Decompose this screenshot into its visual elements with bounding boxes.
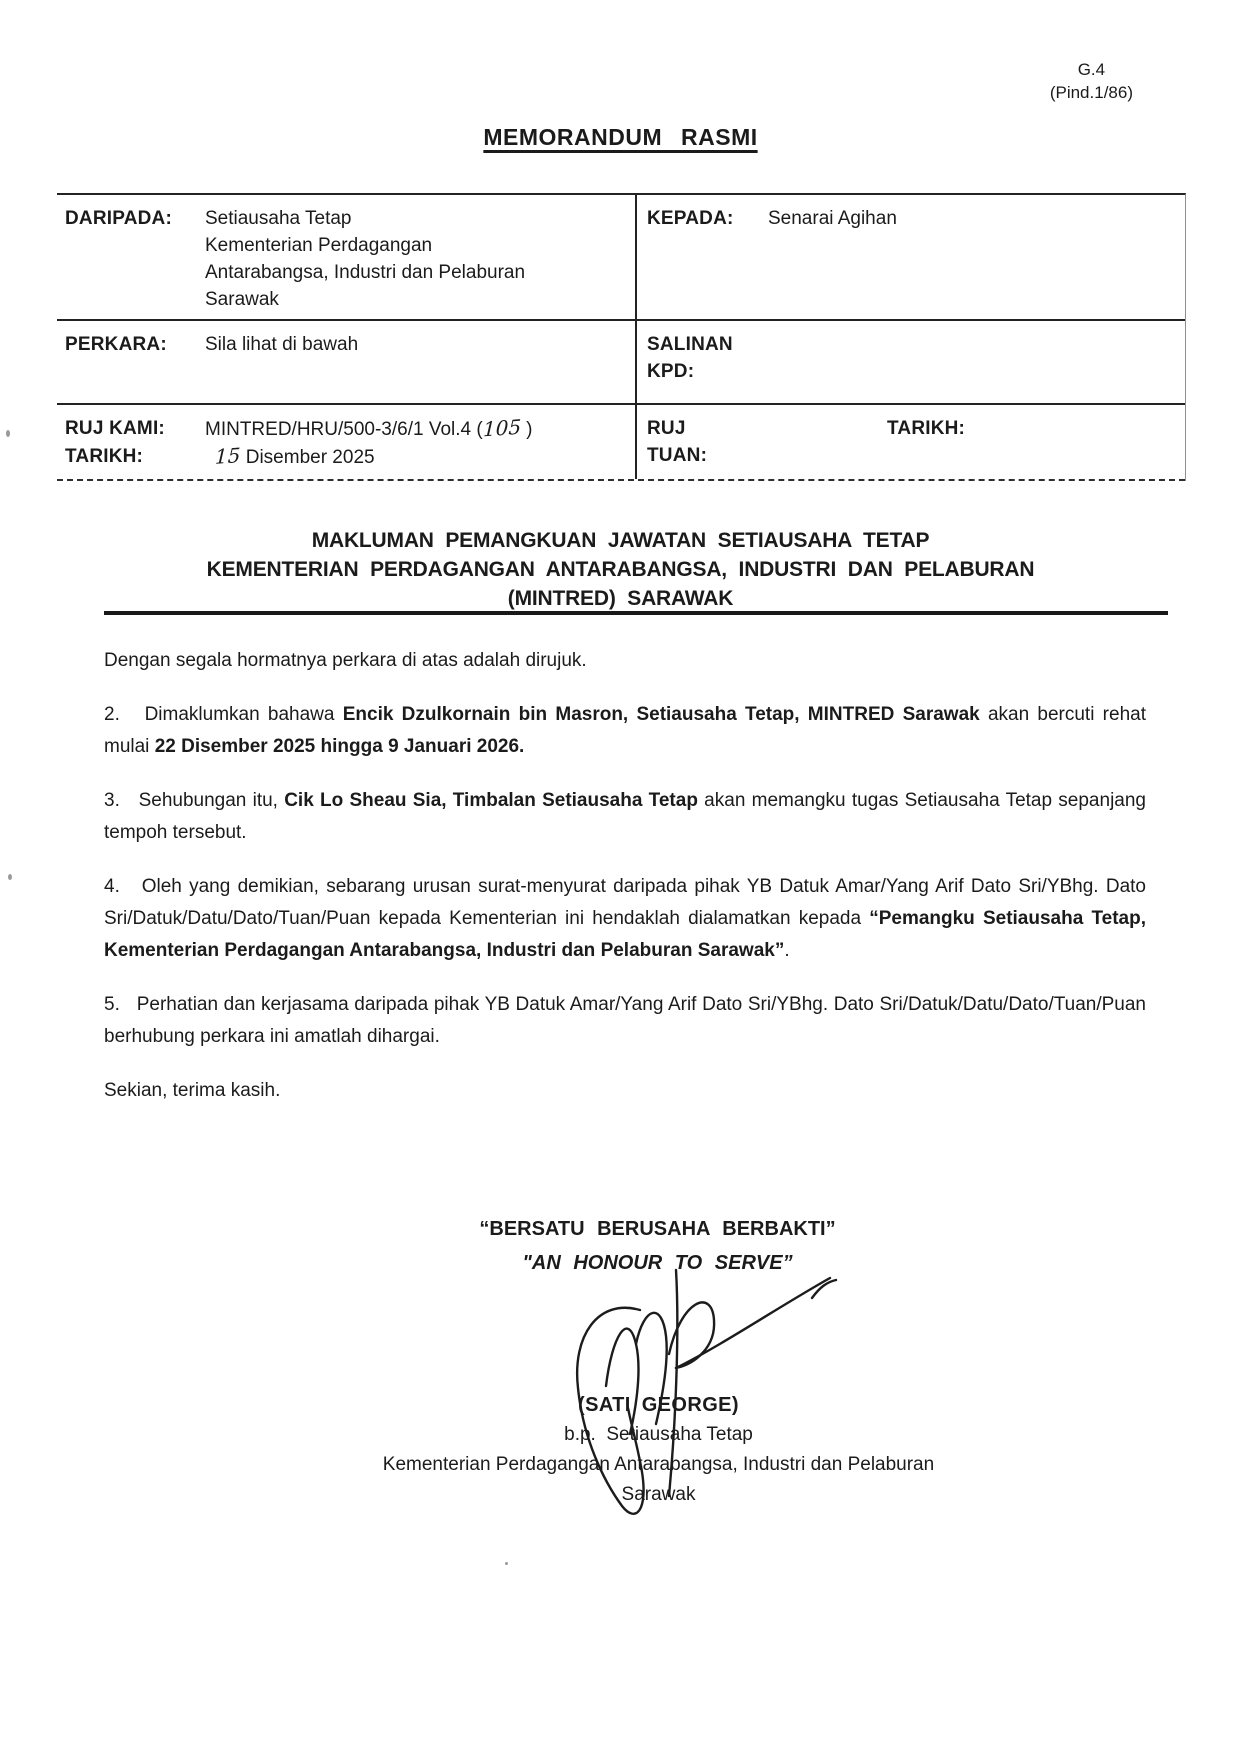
perkara-cell	[57, 321, 637, 403]
scan-speck	[6, 430, 10, 437]
subject-heading	[0, 526, 1241, 613]
salinan-cell	[637, 321, 1185, 403]
tarikh-kami-label: TARIKH:	[65, 446, 144, 467]
paragraph-3: 3. Sehubungan itu, Cik Lo Sheau Sia, Timbalan Setiausaha Tetap akan memangku tugas Setiausaha Tetap sepanjang tempoh tersebut.	[104, 790, 1146, 843]
signatory-name: (SATI GEORGE)	[578, 1394, 739, 1416]
motto-line-malay: “BERSATU BERUSAHA BERBAKTI”	[479, 1218, 836, 1240]
form-code-revision: (Pind.1/86)	[1049, 83, 1133, 102]
daripada-cell	[57, 195, 637, 319]
perkara-value: Sila lihat di bawah	[205, 334, 359, 355]
memo-body	[104, 645, 1146, 1107]
scan-speck	[505, 1562, 508, 1565]
motto-line-english: "AN HONOUR TO SERVE”	[522, 1252, 793, 1274]
table-row-ref-date	[57, 405, 1185, 481]
kepada-value: Senarai Agihan	[768, 208, 897, 229]
daripada-label: DARIPADA:	[65, 208, 172, 229]
subject-line-2: KEMENTERIAN PERDAGANGAN ANTARABANGSA, INDUSTRI DAN PELABURAN	[206, 558, 1035, 581]
subject-line-3: (MINTRED) SARAWAK	[507, 587, 734, 610]
subject-line-1: MAKLUMAN PEMANGKUAN JAWATAN SETIAUSAHA TETAP	[311, 529, 930, 552]
memo-title: MEMORANDUM RASMI	[483, 124, 758, 150]
paragraph-4: 4. Oleh yang demikian, sebarang urusan surat-menyurat daripada pihak YB Datuk Amar/Yang Arif Dato Sri/YBhg. Dato Sri/Datuk/Datu/Dato/Tuan/Puan kepada Kementerian ini hendaklah dialamatkan kepada “Pemangku Setiausaha Tetap, Kementerian Perdagangan Antarabangsa, Industri dan Pelaburan Sarawak”.	[104, 876, 1146, 961]
subject-underline-rule	[104, 611, 1168, 615]
motto	[37, 1212, 1241, 1280]
form-code	[1050, 58, 1133, 104]
table-row-subject-copy	[57, 321, 1185, 405]
paragraph-5: 5. Perhatian dan kerjasama daripada pihak YB Datuk Amar/Yang Arif Dato Sri/YBhg. Dato Sri/Datuk/Datu/Dato/Tuan/Puan berhubung perkara ini amatlah dihargai.	[104, 994, 1146, 1047]
paragraph-salutation: Dengan segala hormatnya perkara di atas adalah dirujuk.	[104, 650, 587, 671]
paragraph-2: 2. Dimaklumkan bahawa Encik Dzulkornain bin Masron, Setiausaha Tetap, MINTRED Sarawak akan bercuti rehat mulai 22 Disember 2025 hingga 9 Januari 2026.	[104, 704, 1146, 757]
salinan-label-line1: SALINAN	[647, 334, 733, 355]
signatory-org-line2: Sarawak	[621, 1484, 696, 1505]
memo-header-table	[57, 193, 1186, 481]
table-row-from-to	[57, 195, 1185, 321]
paragraph-closing: Sekian, terima kasih.	[104, 1080, 281, 1101]
ruj-kami-label: RUJ KAMI:	[65, 418, 165, 439]
tarikh-handwritten-day: 15	[214, 443, 241, 469]
ruj-kami-value: MINTRED/HRU/500-3/6/1 Vol.4 (105 )	[205, 415, 625, 443]
signatory-block	[38, 1390, 1241, 1510]
ruj-tuan-label: RUJ TUAN:	[647, 418, 708, 466]
perkara-label: PERKARA:	[65, 334, 167, 355]
ruj-kami-cell	[57, 405, 637, 479]
kepada-cell	[637, 195, 1185, 319]
scan-speck	[8, 874, 12, 880]
ruj-tuan-cell	[637, 405, 1185, 479]
tarikh-tuan-label: TARIKH:	[887, 418, 966, 439]
tarikh-kami-value: 15 Disember 2025	[205, 443, 625, 471]
ruj-kami-handwritten-number: 105	[482, 414, 522, 442]
signatory-on-behalf: b.p. Setiausaha Tetap	[564, 1424, 753, 1445]
salinan-label-line2: KPD:	[647, 361, 695, 382]
signatory-org-line1: Kementerian Perdagangan Antarabangsa, Industri dan Pelaburan	[382, 1454, 935, 1475]
daripada-value: Setiausaha Tetap Kementerian Perdagangan Antarabangsa, Industri dan Pelaburan Sarawak	[205, 208, 526, 310]
kepada-label: KEPADA:	[647, 208, 734, 229]
form-code-number: G.4	[1077, 60, 1106, 79]
